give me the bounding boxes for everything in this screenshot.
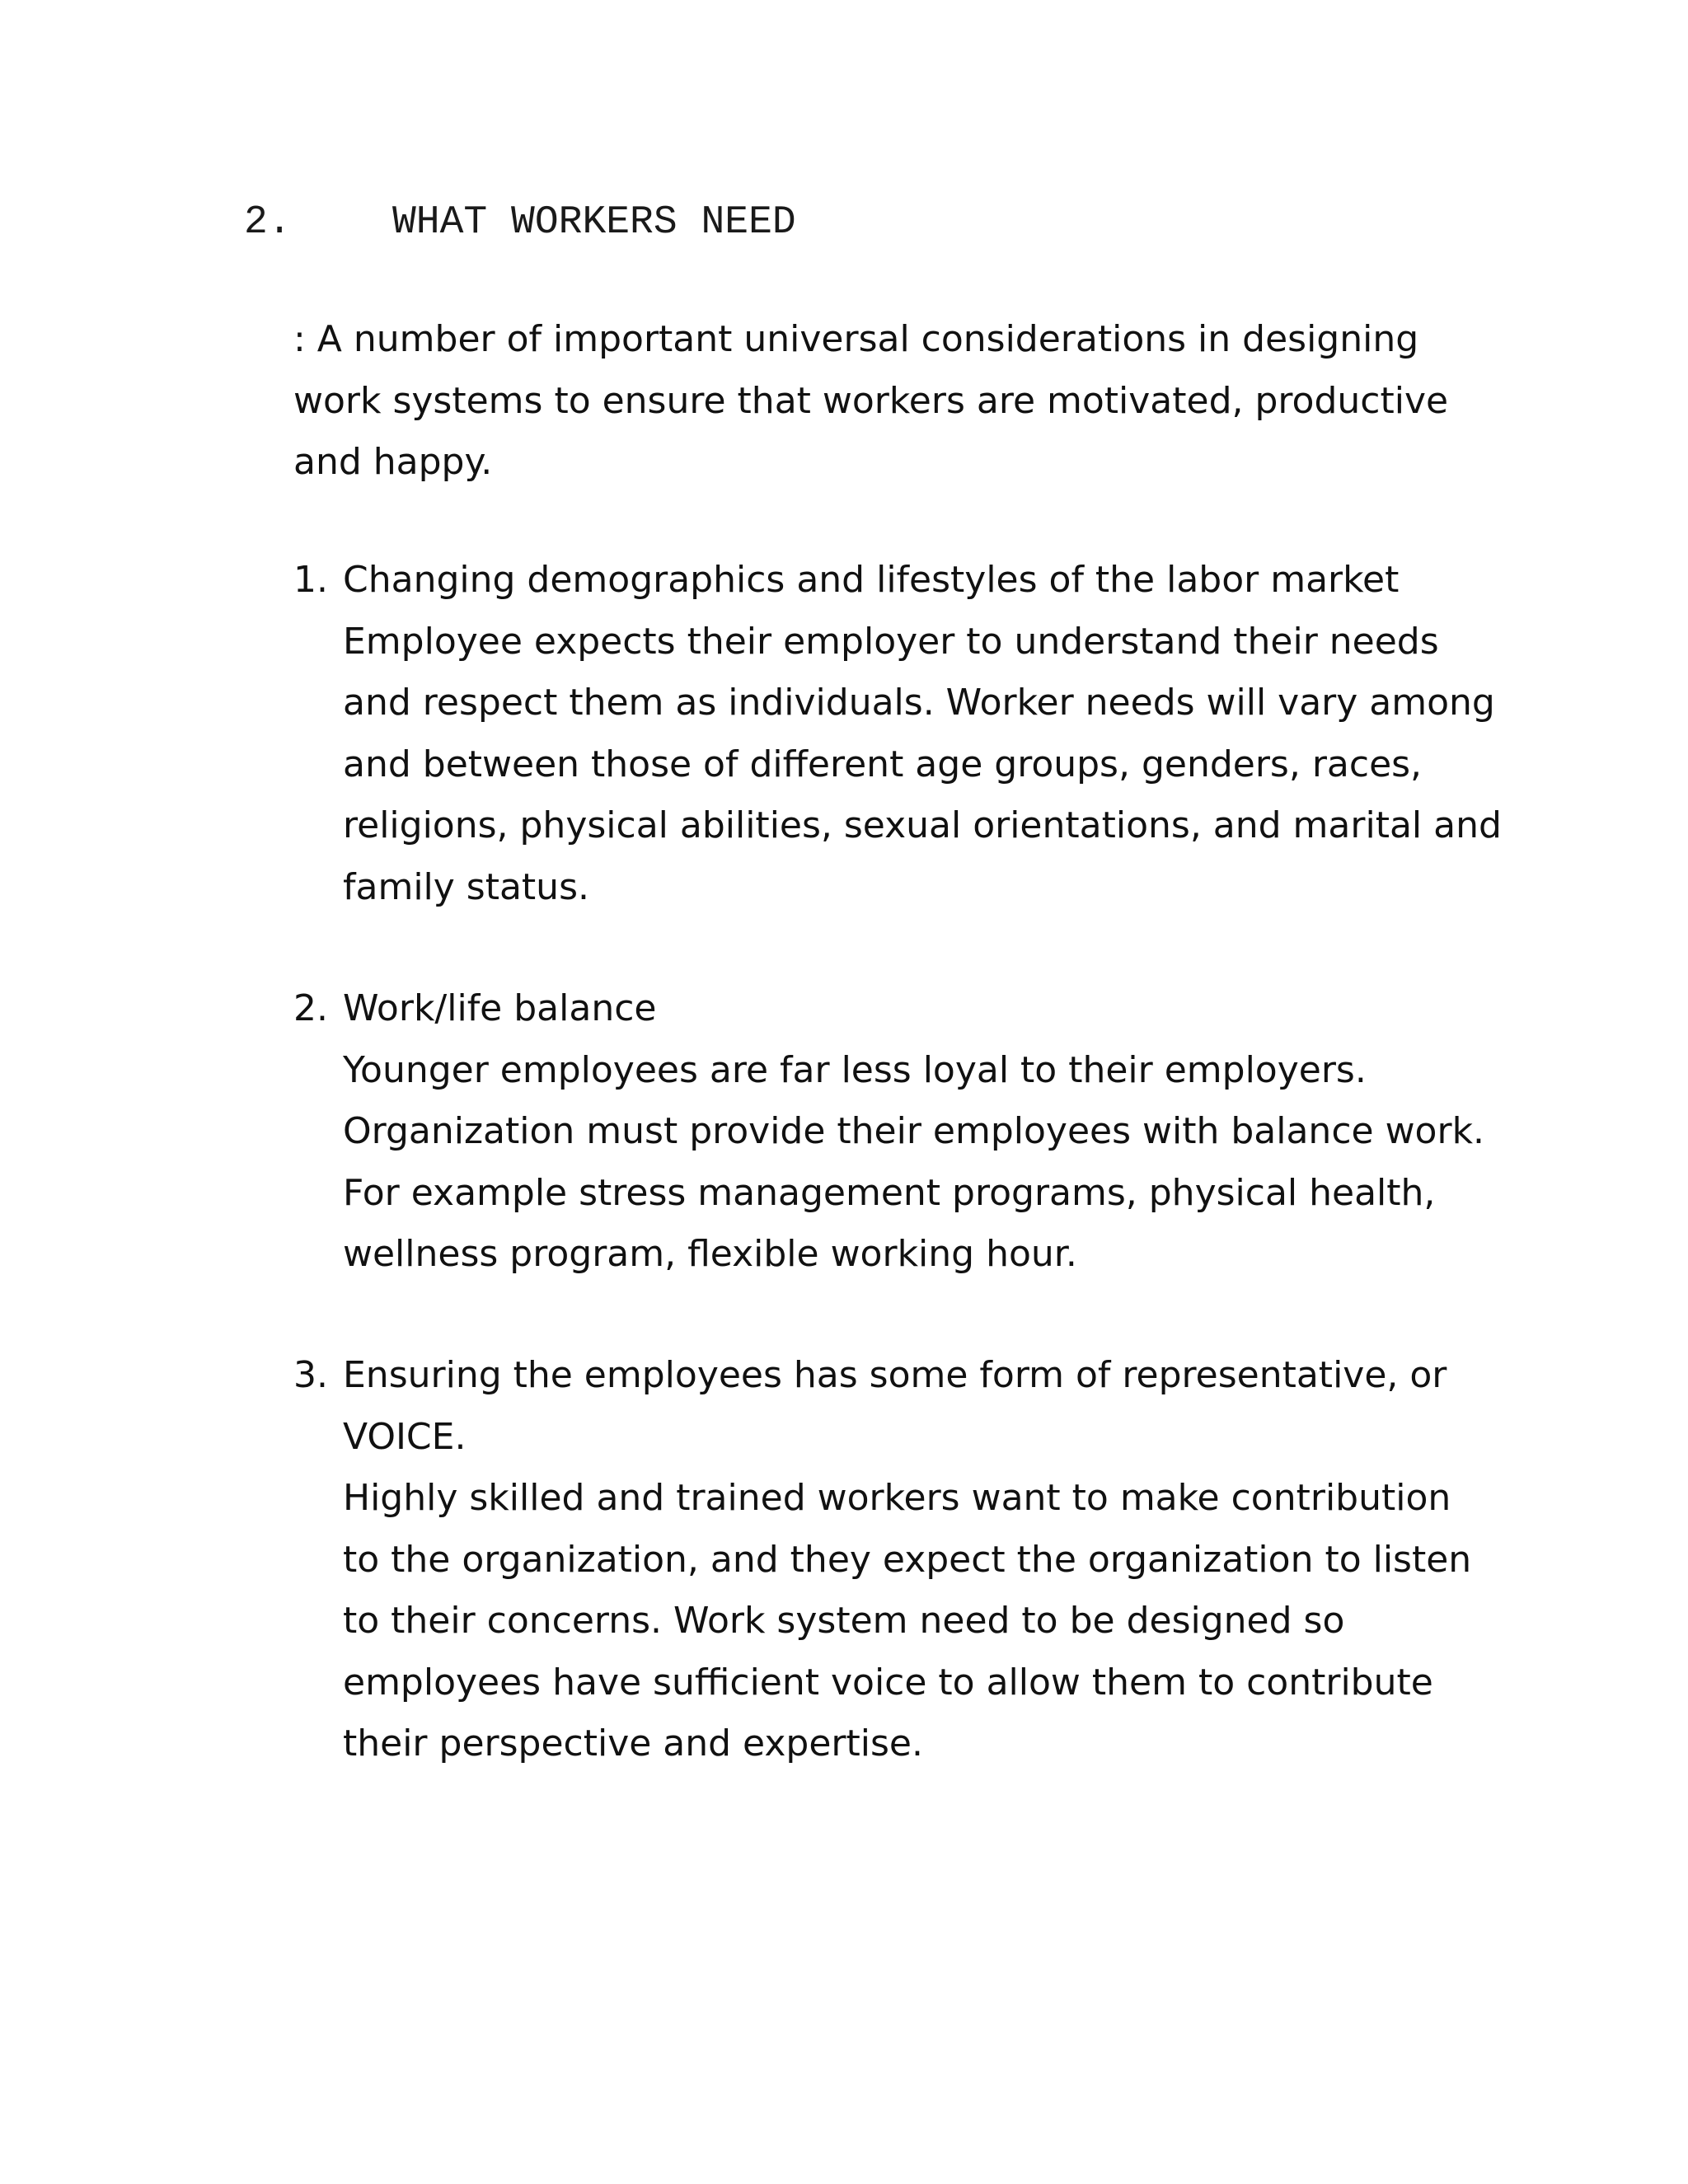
list-marker: 2. (293, 987, 328, 1029)
section-heading (244, 194, 796, 251)
list-item-text: Changing demographics and lifestyles of the labor market Employee expects their employer to understand their needs and respect them as individuals. Worker needs will vary among and between those of different age groups, genders, races, religions, physical abilities, sexual orientations, and marital and family status. (343, 559, 1502, 908)
section-title: WHAT WORKERS NEED (392, 200, 796, 245)
list-marker: 1. (293, 559, 328, 601)
section-number: 2. (244, 200, 292, 245)
list-item-text: Work/life balance Younger employees are far less loyal to their employers. Organization must provide their employees with balance work. For example stress management programs, physical health, wellness program, flexible working hour. (343, 987, 1485, 1275)
list-marker: 3. (293, 1354, 328, 1396)
intro-paragraph: : A number of important universal considerations in designing work systems to ensure that workers are motivated, productive and happy. (293, 318, 1449, 483)
list-item-text: Ensuring the employees has some form of representative, or VOICE. Highly skilled and trained workers want to make contribution to the organization, and they expect the organization to listen to their concerns. Work system need to be designed so employees have sufficient voice to allow them to contribute their perspective and expertise. (343, 1354, 1472, 1765)
